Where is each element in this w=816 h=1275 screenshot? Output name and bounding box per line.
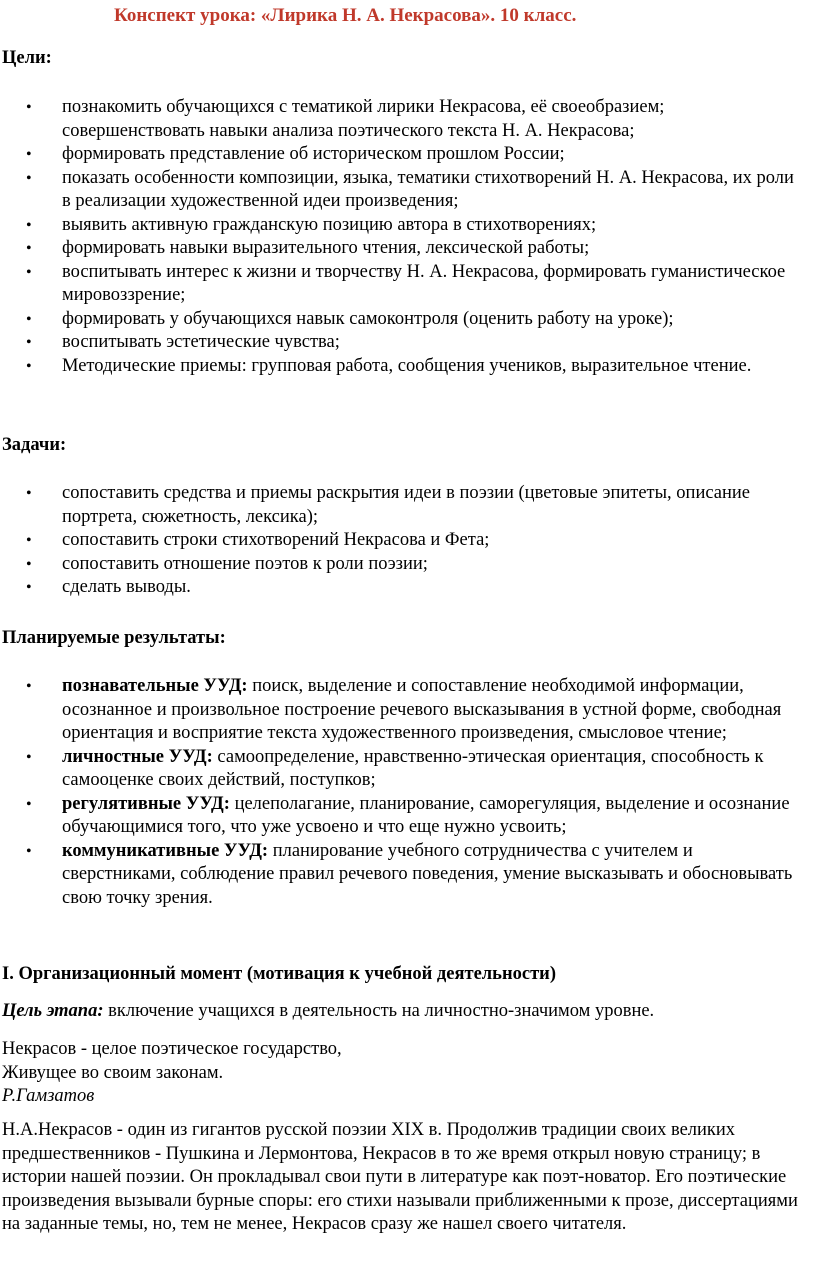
body-paragraph: Н.А.Некрасов - один из гигантов русской поэзии XIX в. Продолжив традиции своих великих предшественников - Пушкина и Лермонтова, Некрасов в то же время открыл новую страницу; в истории нашей поэзии. Он прокладывал свои пути в литературе как поэт-новатор. Его поэтические произведения вызывали бурные споры: его стихи называли приближенными к прозе, диссертациями на заданные темы, но, тем не менее, Некрасов сразу же нашел своего читателя. — [2, 1120, 798, 1234]
result-label: познавательные УУД: — [62, 676, 248, 696]
list-item: • формировать представление об историческом прошлом России; — [0, 143, 800, 167]
list-item: • сопоставить отношение поэтов к роли поэзии; — [0, 553, 800, 577]
result-label: личностные УУД: — [62, 746, 213, 767]
list-item: • выявить активную гражданскую позицию автора в стихотворениях; — [0, 214, 800, 238]
result-label: коммуникативные УУД: — [62, 840, 269, 861]
results-list — [0, 675, 800, 910]
result-text: планирование учебного сотрудничества с учителем и сверстниками, соблюдение правил речевого поведения, умение высказывать и обосновывать свою точку зрения. — [62, 840, 793, 908]
list-item: • воспитывать интерес к жизни и творчеству Н. А. Некрасова, формировать гуманистическое мировоззрение; — [0, 261, 800, 308]
goals-list — [0, 96, 800, 378]
stage-goal-label: Цель этапа: — [2, 1001, 104, 1021]
result-text: целеполагание, планирование, саморегуляция, выделение и осознание обучающимися того, что уже усвоено и что еще нужно усвоить; — [62, 793, 790, 837]
results-heading: Планируемые результаты: — [2, 628, 226, 648]
list-item: • сопоставить средства и приемы раскрытия идеи в поэзии (цветовые эпитеты, описание портрета, сюжетность, лексика); — [0, 482, 800, 529]
stage-goal-text: включение учащихся в деятельность на личностно-значимом уровне. — [103, 1001, 655, 1021]
epigraph-author: Р.Гамзатов — [2, 1086, 95, 1106]
list-item — [0, 840, 800, 911]
list-item — [0, 746, 800, 793]
list-item: • сделать выводы. — [0, 576, 800, 600]
section-heading: I. Организационный момент (мотивация к учебной деятельности) — [2, 964, 556, 984]
result-text: поиск, выделение и сопоставление необходимой информации, осознанное и произвольное построение речевого высказывания в устной форме, свободная ориентация и восприятие текста художественного произведения, смысловое чтение; — [62, 676, 782, 743]
epigraph-line: Некрасов - целое поэтическое государство, — [2, 1039, 342, 1059]
list-item: • формировать у обучающихся навык самоконтроля (оценить работу на уроке); — [0, 308, 800, 332]
goals-heading: Цели: — [2, 48, 52, 68]
list-item: • сопоставить строки стихотворений Некрасова и Фета; — [0, 529, 800, 553]
epigraph-line: Живущее во своим законам. — [2, 1062, 224, 1083]
result-label: регулятивные УУД: — [62, 793, 230, 814]
list-item: • Методические приемы: групповая работа, сообщения учеников, выразительное чтение. — [0, 355, 800, 379]
list-item: • познакомить обучающихся с тематикой лирики Некрасова, её своеобразием; совершенствовать навыки анализа поэтического текста Н. А. Некрасова; — [0, 96, 800, 143]
list-item — [0, 793, 800, 840]
tasks-list — [0, 482, 800, 600]
document-title: Конспект урока: «Лирика Н. А. Некрасова». 10 класс. — [114, 5, 577, 26]
stage-goal — [2, 1000, 812, 1024]
list-item: • формировать навыки выразительного чтения, лексической работы; — [0, 237, 800, 261]
list-item: • воспитывать эстетические чувства; — [0, 331, 800, 355]
list-item — [0, 675, 800, 746]
list-item: • показать особенности композиции, языка, тематики стихотворений Н. А. Некрасова, их роли в реализации художественной идеи произведения; — [0, 167, 800, 214]
epigraph — [2, 1038, 812, 1109]
result-text: самоопределение, нравственно-этическая ориентация, способность к самооценке своих действий, поступков; — [62, 746, 764, 790]
tasks-heading: Задачи: — [2, 435, 67, 455]
